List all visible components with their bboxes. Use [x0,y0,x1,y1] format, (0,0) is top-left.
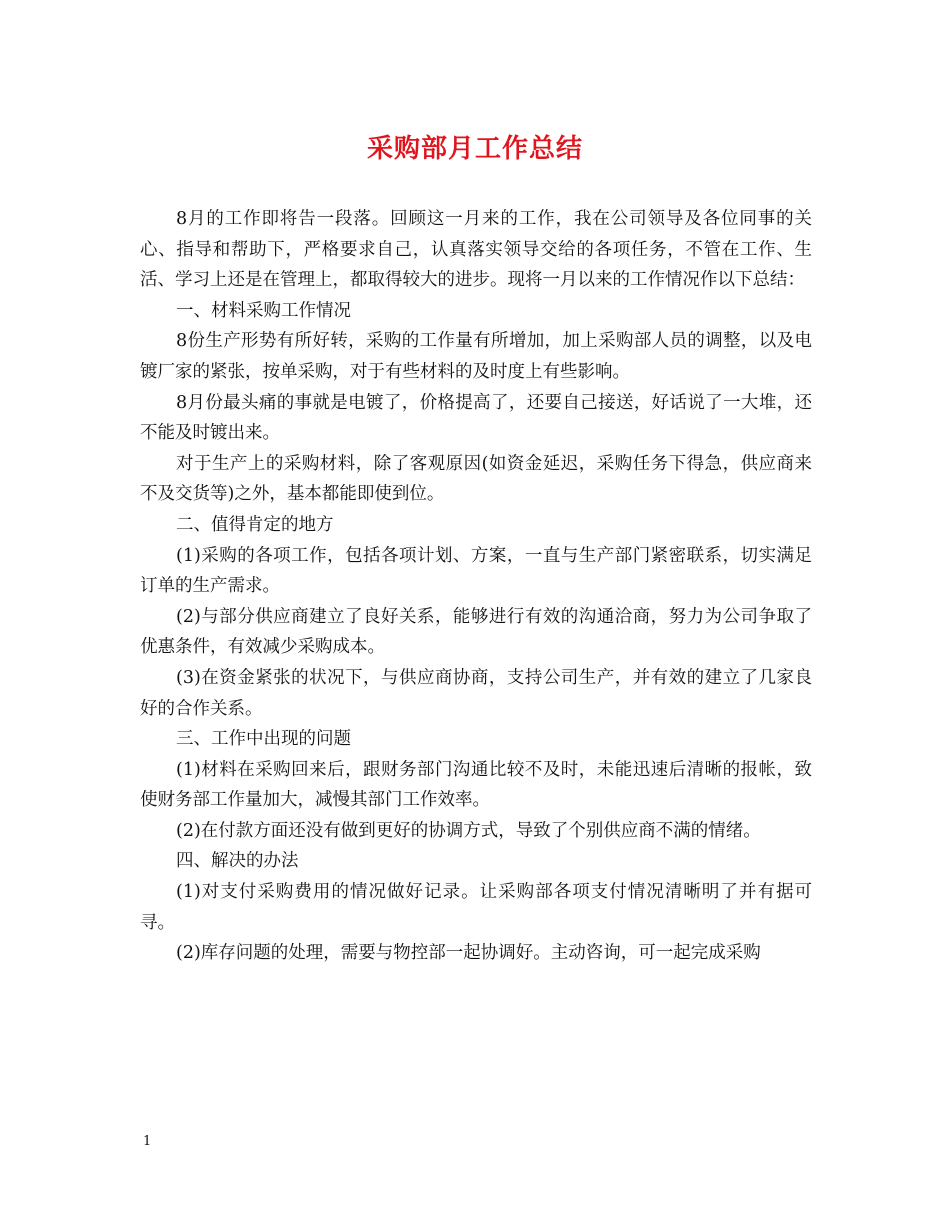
document-title: 采购部月工作总结 [366,134,583,164]
list-item: (2)与部分供应商建立了良好关系，能够进行有效的沟通洽商，努力为公司争取了优惠条件，有效减少采购成本。 [140,606,812,658]
document-body [140,204,812,969]
list-item: (1)对支付采购费用的情况做好记录。让采购部各项支付情况清晰明了并有据可寻。 [140,882,812,933]
list-item: (2)在付款方面还没有做到更好的协调方式，导致了个别供应商不满的情绪。 [176,820,761,841]
paragraph: 8月份最头痛的事就是电镀了，价格提高了，还要自己接送，好话说了一大堆，还不能及时镀出来。 [140,392,812,444]
section-heading-1: 一、材料采购工作情况 [176,300,351,321]
section-heading-4: 四、解决的办法 [176,851,299,872]
list-item: (3)在资金紧张的状况下，与供应商协商，支持公司生产，并有效的建立了几家良好的合作关系。 [140,667,812,719]
paragraph: 8份生产形势有所好转，采购的工作量有所增加，加上采购部人员的调整，以及电镀厂家的紧张，按单采购，对于有些材料的及时度上有些影响。 [140,331,812,382]
list-item: (2)库存问题的处理，需要与物控部一起协调好。主动咨询，可一起完成采购 [176,943,761,964]
section-heading-3: 三、工作中出现的问题 [176,729,351,750]
list-item: (1)材料在采购回来后，跟财务部门沟通比较不及时，未能迅速后清晰的报帐，致使财务部工作量加大，减慢其部门工作效率。 [140,759,812,811]
list-item: (1)采购的各项工作，包括各项计划、方案，一直与生产部门紧密联系，切实满足订单的生产需求。 [140,545,812,597]
paragraph: 对于生产上的采购材料，除了客观原因(如资金延迟，采购任务下得急，供应商来不及交货等)之外，基本都能即使到位。 [140,453,812,505]
page-number: 1 [143,1134,152,1149]
paragraph-intro: 8月的工作即将告一段落。回顾这一月来的工作，我在公司领导及各位同事的关心、指导和帮助下，严格要求自己，认真落实领导交给的各项任务，不管在工作、生活、学习上还是在管理上，都取得较大的进步。现将一月以来的工作情况作以下总结： [140,209,812,291]
section-heading-2: 二、值得肯定的地方 [176,514,334,535]
